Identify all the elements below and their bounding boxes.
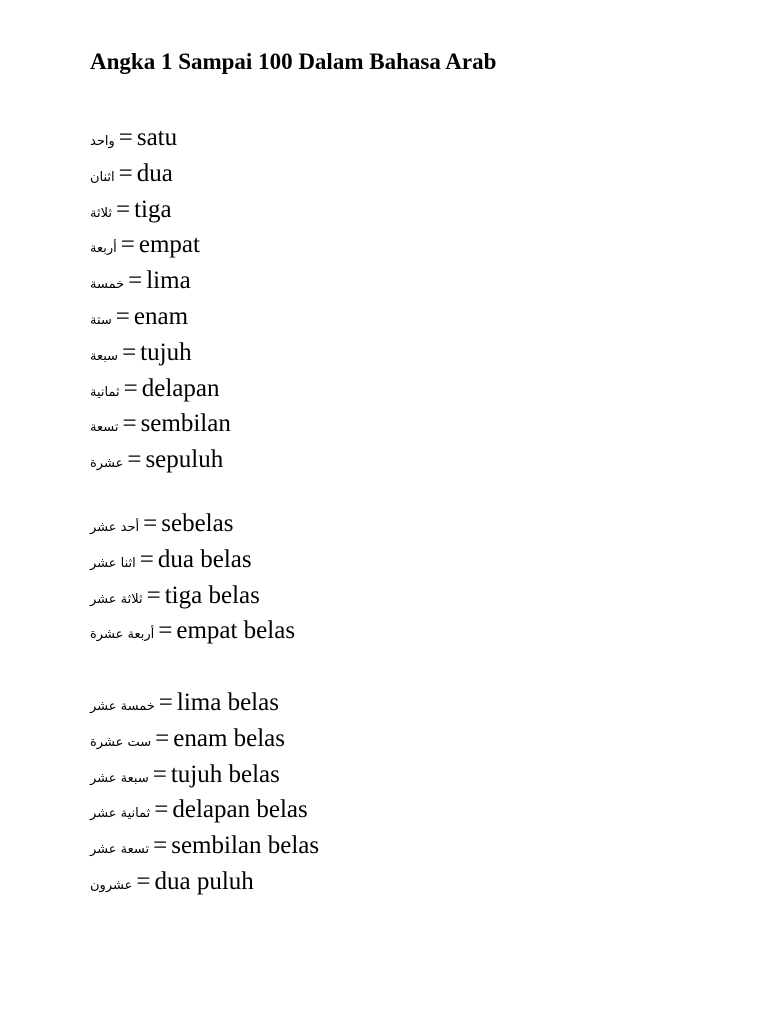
indonesian-numeral-word: tujuh belas bbox=[170, 760, 280, 788]
arabic-numeral-word: عشرة bbox=[90, 456, 124, 472]
number-row bbox=[90, 542, 295, 578]
equals-sign: = bbox=[128, 267, 143, 295]
number-group-15-to-20 bbox=[90, 685, 319, 900]
indonesian-numeral-word: sebelas bbox=[161, 510, 234, 537]
number-row bbox=[90, 299, 231, 335]
number-row bbox=[90, 685, 319, 721]
equals-sign: = bbox=[120, 231, 135, 259]
indonesian-numeral-word: dua belas bbox=[157, 545, 252, 573]
arabic-numeral-word: خمسة bbox=[90, 277, 125, 293]
equals-sign: = bbox=[115, 302, 130, 330]
arabic-numeral-word: أحد عشر bbox=[90, 520, 140, 535]
arabic-numeral-word: تسعة عشر bbox=[90, 842, 150, 858]
number-row bbox=[90, 721, 319, 757]
indonesian-numeral-word: enam belas bbox=[173, 724, 286, 752]
arabic-numeral-word: اثنان bbox=[90, 169, 115, 185]
number-row bbox=[90, 613, 295, 649]
indonesian-numeral-word: tiga belas bbox=[164, 581, 260, 609]
number-row bbox=[90, 792, 319, 828]
equals-sign: = bbox=[158, 617, 173, 645]
indonesian-numeral-word: satu bbox=[136, 124, 178, 151]
indonesian-numeral-word: tiga bbox=[134, 195, 172, 223]
arabic-numeral-word: ستة bbox=[90, 312, 112, 328]
indonesian-numeral-word: empat belas bbox=[176, 617, 296, 645]
equals-sign: = bbox=[158, 689, 173, 716]
equals-sign: = bbox=[127, 446, 142, 474]
arabic-numeral-word: عشرون bbox=[90, 877, 133, 893]
equals-sign: = bbox=[153, 832, 168, 860]
indonesian-numeral-word: tujuh bbox=[140, 338, 192, 366]
number-group-1-to-10 bbox=[90, 120, 231, 478]
arabic-numeral-word: ثمانية عشر bbox=[90, 806, 151, 822]
arabic-numeral-word: سبعة عشر bbox=[90, 770, 149, 786]
arabic-numeral-word: تسعة bbox=[90, 420, 119, 436]
indonesian-numeral-word: lima bbox=[146, 267, 191, 295]
number-row bbox=[90, 757, 319, 793]
indonesian-numeral-word: sembilan belas bbox=[171, 832, 320, 860]
equals-sign: = bbox=[115, 195, 131, 223]
number-row bbox=[90, 578, 295, 614]
arabic-numeral-word: خمسة عشر bbox=[90, 699, 155, 714]
number-row bbox=[90, 192, 231, 228]
indonesian-numeral-word: dua puluh bbox=[154, 867, 254, 895]
arabic-numeral-word: ثلاثة bbox=[90, 205, 112, 221]
equals-sign: = bbox=[154, 796, 169, 824]
arabic-numeral-word: ثمانية bbox=[90, 384, 120, 400]
number-row bbox=[90, 335, 231, 371]
equals-sign: = bbox=[152, 760, 167, 788]
equals-sign: = bbox=[146, 581, 161, 609]
indonesian-numeral-word: delapan belas bbox=[172, 796, 308, 824]
equals-sign: = bbox=[143, 510, 158, 537]
equals-sign: = bbox=[155, 724, 170, 752]
arabic-numeral-word: ثلاثة عشر bbox=[90, 591, 143, 607]
arabic-numeral-word: واحد bbox=[90, 134, 115, 149]
equals-sign: = bbox=[136, 867, 151, 895]
indonesian-numeral-word: lima belas bbox=[176, 689, 279, 716]
number-row bbox=[90, 442, 231, 478]
arabic-numeral-word: اثنا عشر bbox=[90, 555, 136, 571]
number-row bbox=[90, 864, 319, 900]
arabic-numeral-word: أربعة عشرة bbox=[90, 627, 155, 643]
indonesian-numeral-word: empat bbox=[138, 231, 200, 259]
number-row bbox=[90, 227, 231, 263]
indonesian-numeral-word: enam bbox=[133, 302, 189, 330]
indonesian-numeral-word: sepuluh bbox=[145, 446, 224, 474]
document-title: Angka 1 Sampai 100 Dalam Bahasa Arab bbox=[90, 49, 497, 74]
number-group-11-to-14 bbox=[90, 506, 295, 649]
equals-sign: = bbox=[118, 159, 133, 187]
arabic-numeral-word: ست عشرة bbox=[90, 734, 152, 750]
equals-sign: = bbox=[122, 338, 137, 366]
indonesian-numeral-word: delapan bbox=[141, 374, 220, 402]
equals-sign: = bbox=[122, 410, 137, 438]
equals-sign: = bbox=[118, 124, 133, 151]
number-row bbox=[90, 120, 231, 156]
number-row bbox=[90, 828, 319, 864]
number-row bbox=[90, 156, 231, 192]
number-row bbox=[90, 371, 231, 407]
number-row bbox=[90, 263, 231, 299]
number-row bbox=[90, 406, 231, 442]
arabic-numeral-word: سبعة bbox=[90, 348, 119, 364]
equals-sign: = bbox=[123, 374, 138, 402]
indonesian-numeral-word: sembilan bbox=[140, 410, 231, 438]
number-row bbox=[90, 506, 295, 542]
arabic-numeral-word: أربعة bbox=[90, 241, 117, 257]
equals-sign: = bbox=[139, 545, 154, 573]
indonesian-numeral-word: dua bbox=[136, 159, 173, 187]
